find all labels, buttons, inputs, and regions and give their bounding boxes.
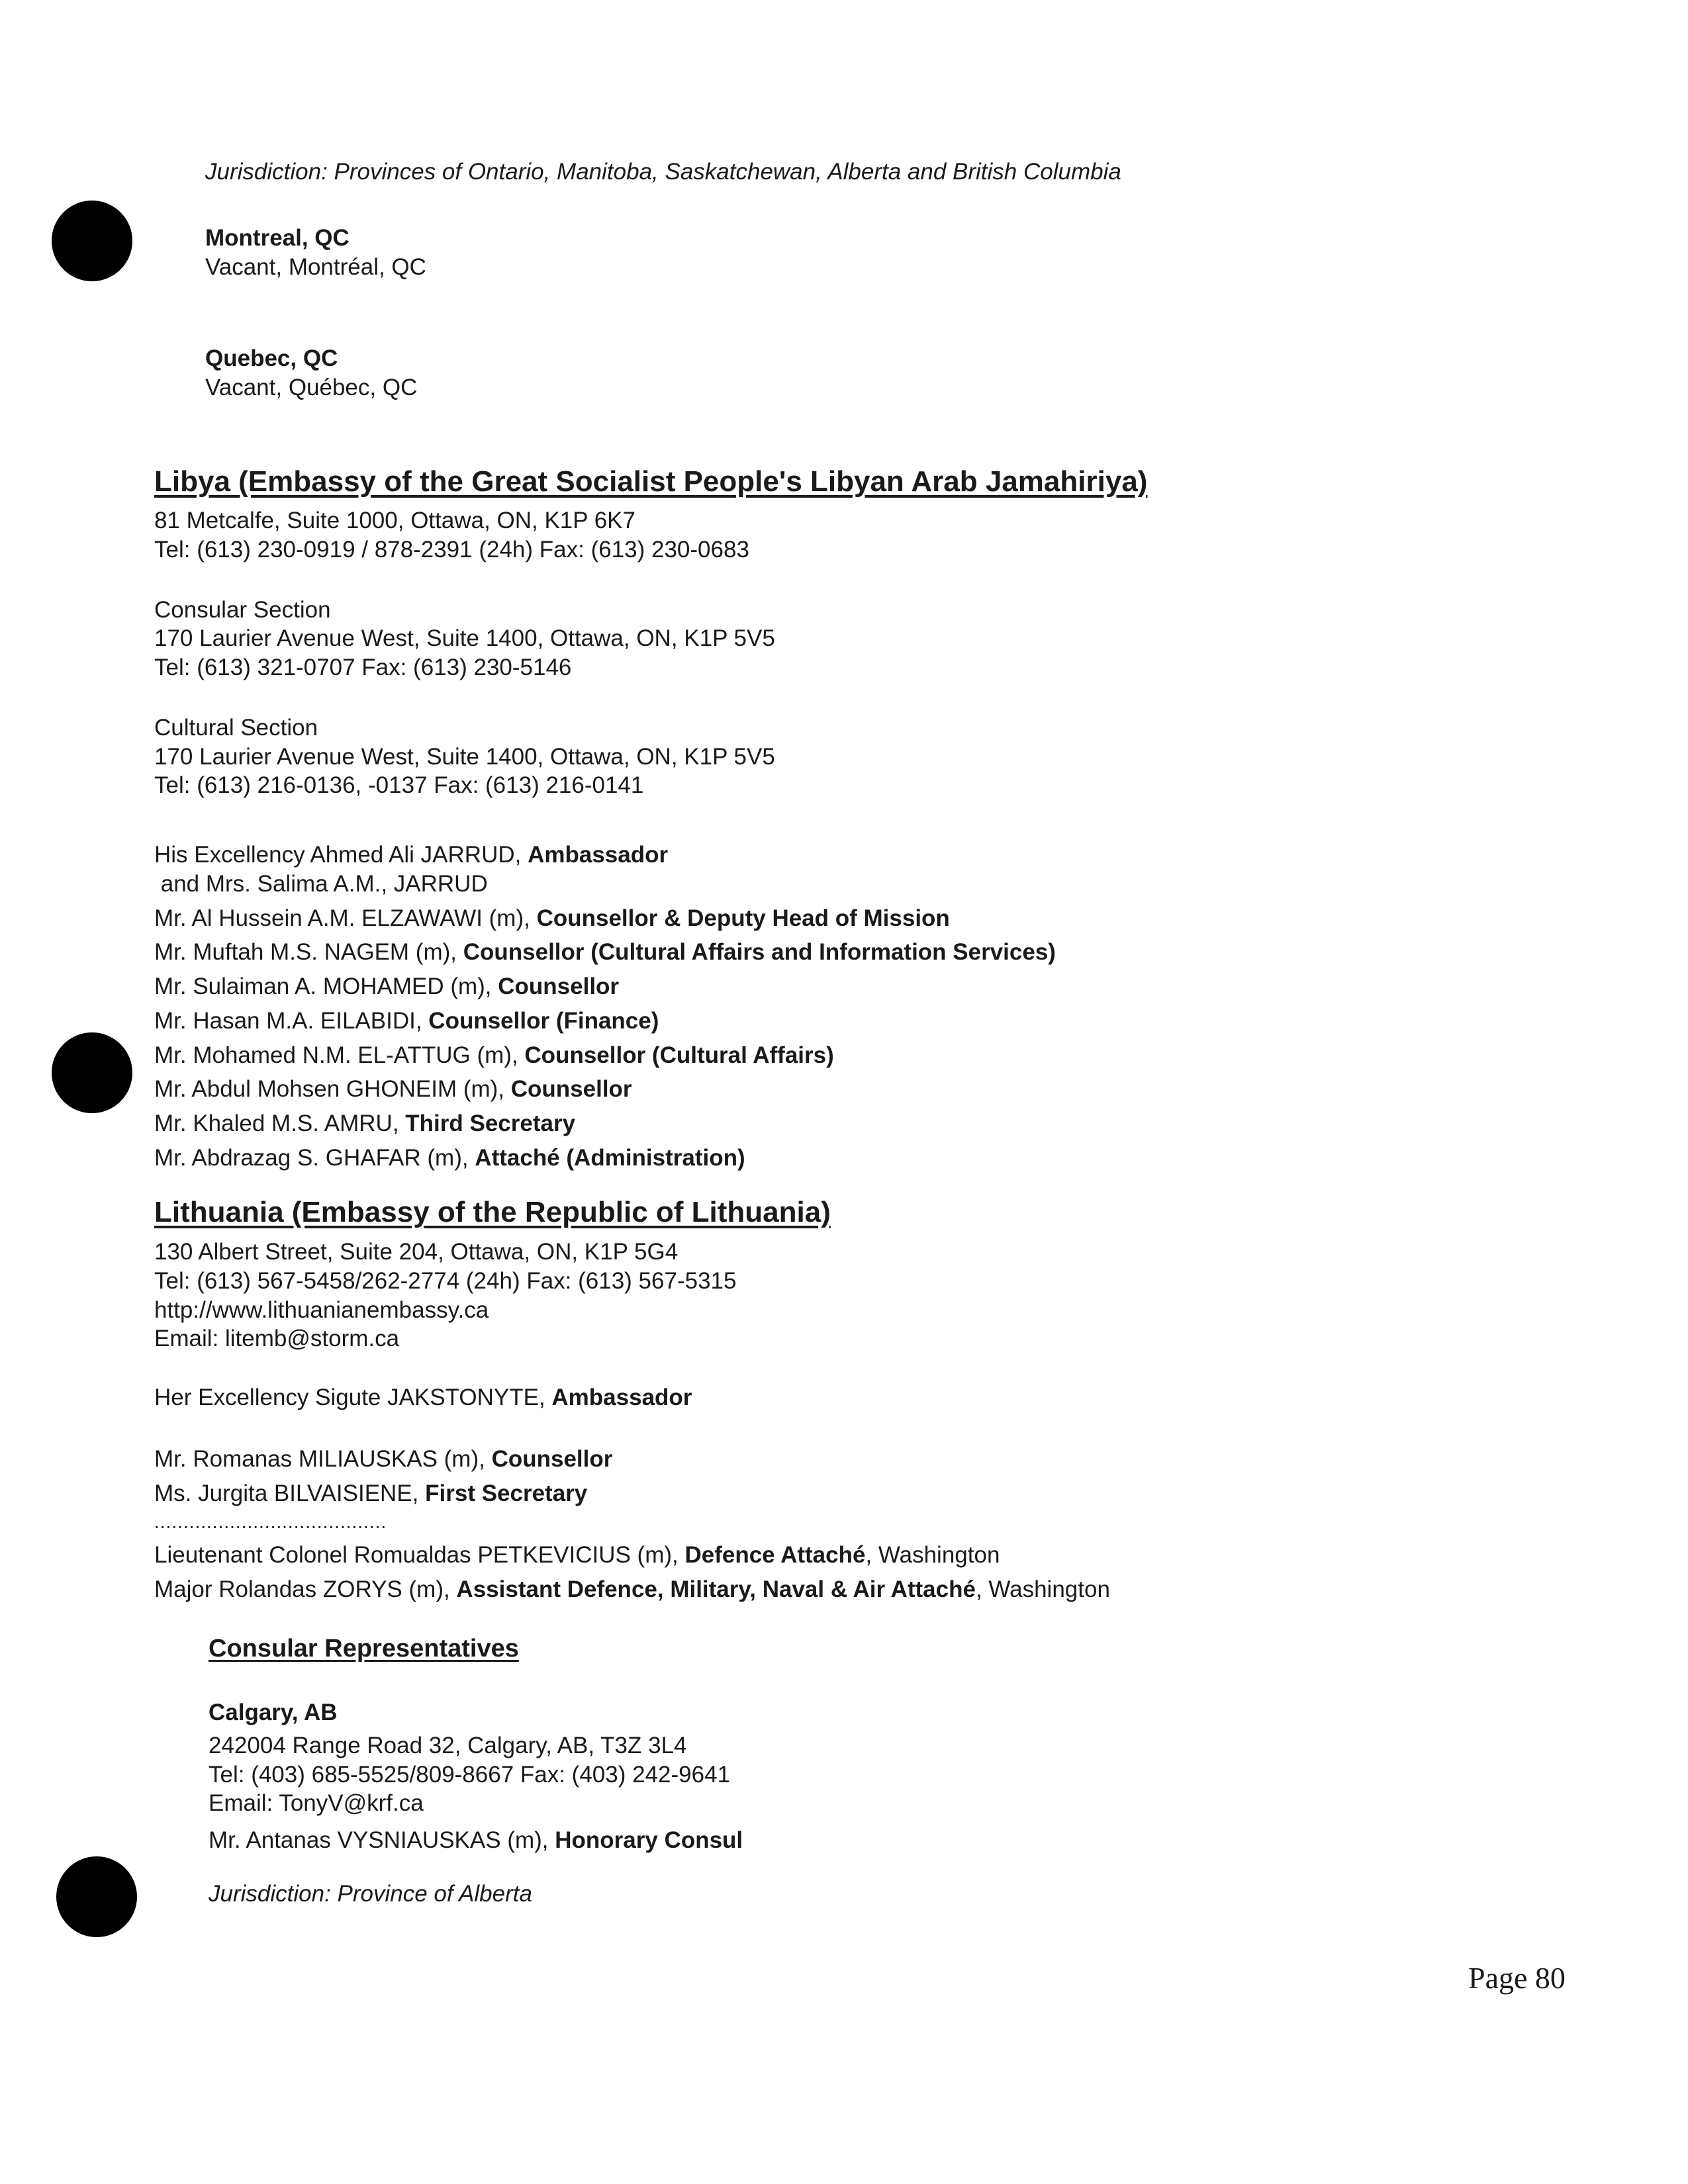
staff-name: Mr. Antanas VYSNIAUSKAS (m), bbox=[209, 1827, 555, 1853]
calgary-office bbox=[209, 1698, 743, 1855]
staff-name: Ms. Jurgita BILVAISIENE, bbox=[154, 1480, 426, 1506]
staff-title: Counsellor & Deputy Head of Mission bbox=[536, 905, 950, 931]
lithuania-heading: Lithuania (Embassy of the Republic of Lithuania) bbox=[154, 1196, 831, 1228]
staff-name: Mr. Romanas MILIAUSKAS (m), bbox=[154, 1446, 492, 1472]
page-number: Page 80 bbox=[1468, 1961, 1566, 1995]
office-quebec bbox=[205, 344, 417, 402]
staff-title: Counsellor bbox=[498, 974, 620, 999]
staff-title: Counsellor bbox=[491, 1446, 613, 1472]
staff-name: Her Excellency Sigute JAKSTONYTE, bbox=[154, 1385, 552, 1410]
embassy-phone: Tel: (613) 567-5458/262-2774 (24h) Fax: (613) 567-5315 bbox=[154, 1267, 737, 1294]
office-city: Quebec, QC bbox=[205, 345, 338, 371]
cultural-section-title: Cultural Section bbox=[154, 714, 318, 741]
ambassador-spouse: and Mrs. Salima A.M., JARRUD bbox=[154, 870, 488, 897]
libya-heading: Libya (Embassy of the Great Socialist People's Libyan Arab Jamahiriya) bbox=[154, 465, 1148, 498]
cultural-section-address: 170 Laurier Avenue West, Suite 1400, Ottawa, ON, K1P 5V5 bbox=[154, 743, 775, 770]
staff-entry bbox=[154, 904, 1056, 933]
cultural-section-phone: Tel: (613) 216-0136, -0137 Fax: (613) 216-0141 bbox=[154, 772, 644, 799]
staff-name: Mr. Sulaiman A. MOHAMED (m), bbox=[154, 974, 498, 999]
staff-entry bbox=[154, 1445, 612, 1474]
staff-title: Counsellor (Cultural Affairs) bbox=[524, 1042, 834, 1068]
consular-section-address: 170 Laurier Avenue West, Suite 1400, Ottawa, ON, K1P 5V5 bbox=[154, 625, 775, 652]
staff-entry bbox=[154, 1541, 1110, 1570]
staff-title: Assistant Defence, Military, Naval & Air Attaché bbox=[456, 1576, 976, 1602]
embassy-phone: Tel: (613) 230-0919 / 878-2391 (24h) Fax: (613) 230-0683 bbox=[154, 536, 749, 563]
office-detail: Vacant, Montréal, QC bbox=[205, 253, 426, 280]
staff-entry bbox=[154, 972, 1056, 1001]
honorary-consul-entry bbox=[209, 1826, 743, 1855]
staff-name: Major Rolandas ZORYS (m), bbox=[154, 1576, 457, 1602]
libya-embassy-contact bbox=[154, 506, 775, 800]
staff-entry bbox=[154, 1479, 612, 1508]
dotted-separator: ........................................ bbox=[154, 1512, 387, 1532]
office-email: Email: TonyV@krf.ca bbox=[209, 1790, 424, 1817]
staff-title: Third Secretary bbox=[405, 1111, 576, 1136]
embassy-website: http://www.lithuanianembassy.ca bbox=[154, 1297, 489, 1323]
staff-location: , Washington bbox=[975, 1576, 1110, 1602]
lithuania-ambassador bbox=[154, 1383, 692, 1412]
embassy-address: 81 Metcalfe, Suite 1000, Ottawa, ON, K1P 6K7 bbox=[154, 508, 635, 533]
staff-entry bbox=[154, 1144, 1056, 1173]
lithuania-embassy-contact bbox=[154, 1238, 736, 1353]
punch-hole-bottom bbox=[56, 1856, 137, 1937]
staff-entry bbox=[154, 938, 1056, 967]
staff-name: Mr. Mohamed N.M. EL-ATTUG (m), bbox=[154, 1042, 525, 1068]
office-phone: Tel: (403) 685-5525/809-8667 Fax: (403) 242-9641 bbox=[209, 1761, 731, 1788]
consular-section-title: Consular Section bbox=[154, 596, 331, 623]
consular-representatives-heading: Consular Representatives bbox=[209, 1635, 519, 1662]
consular-section-phone: Tel: (613) 321-0707 Fax: (613) 230-5146 bbox=[154, 655, 572, 680]
staff-name: Mr. Abdul Mohsen GHONEIM (m), bbox=[154, 1076, 511, 1103]
office-city: Calgary, AB bbox=[209, 1700, 338, 1725]
staff-title: Counsellor (Finance) bbox=[428, 1007, 659, 1034]
washington-attache-list bbox=[154, 1541, 1110, 1610]
office-city: Montreal, QC bbox=[205, 225, 350, 251]
staff-name: Mr. Hasan M.A. EILABIDI, bbox=[154, 1007, 429, 1034]
staff-name: Mr. Khaled M.S. AMRU, bbox=[154, 1111, 406, 1136]
staff-name: Mr. Muftah M.S. NAGEM (m), bbox=[154, 939, 463, 966]
staff-title: Honorary Consul bbox=[555, 1827, 743, 1853]
staff-entry bbox=[154, 1007, 1056, 1036]
jurisdiction-alberta: Jurisdiction: Province of Alberta bbox=[209, 1881, 532, 1907]
office-detail: Vacant, Québec, QC bbox=[205, 374, 418, 400]
staff-name: Lieutenant Colonel Romualdas PETKEVICIUS (m), bbox=[154, 1542, 685, 1568]
staff-title: Counsellor bbox=[510, 1076, 632, 1103]
staff-title: Attaché (Administration) bbox=[475, 1144, 745, 1171]
staff-title: Ambassador bbox=[528, 842, 669, 868]
staff-title: First Secretary bbox=[425, 1480, 588, 1506]
staff-title: Counsellor (Cultural Affairs and Information Services) bbox=[463, 939, 1056, 966]
office-montreal bbox=[205, 224, 426, 282]
lithuania-staff-list bbox=[154, 1445, 612, 1514]
jurisdiction-provinces: Jurisdiction: Provinces of Ontario, Manitoba, Saskatchewan, Alberta and British Columbia bbox=[205, 159, 1121, 185]
office-address: 242004 Range Road 32, Calgary, AB, T3Z 3L4 bbox=[209, 1732, 687, 1758]
ambassador-entry bbox=[154, 841, 1056, 870]
staff-entry bbox=[154, 1041, 1056, 1070]
staff-title: Defence Attaché bbox=[684, 1542, 866, 1568]
staff-location: , Washington bbox=[865, 1542, 1000, 1568]
punch-hole-top bbox=[52, 201, 132, 281]
staff-name: Mr. Abdrazag S. GHAFAR (m), bbox=[154, 1144, 475, 1171]
libya-staff-list bbox=[154, 841, 1056, 1178]
punch-hole-middle bbox=[52, 1032, 132, 1113]
embassy-address: 130 Albert Street, Suite 204, Ottawa, ON, K1P 5G4 bbox=[154, 1239, 679, 1265]
staff-entry bbox=[154, 1075, 1056, 1104]
staff-name: His Excellency Ahmed Ali JARRUD, bbox=[154, 842, 528, 868]
staff-name: Mr. Al Hussein A.M. ELZAWAWI (m), bbox=[154, 905, 537, 931]
staff-entry bbox=[154, 1575, 1110, 1604]
staff-entry bbox=[154, 1109, 1056, 1138]
staff-title: Ambassador bbox=[551, 1385, 692, 1410]
embassy-email: Email: litemb@storm.ca bbox=[154, 1326, 400, 1352]
